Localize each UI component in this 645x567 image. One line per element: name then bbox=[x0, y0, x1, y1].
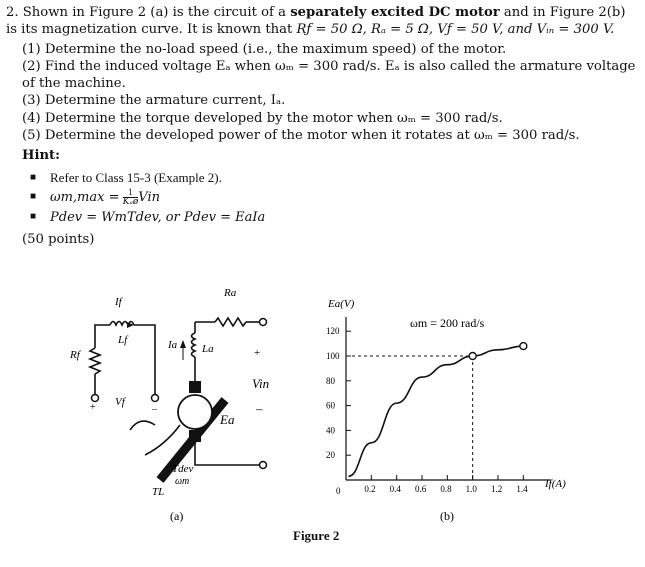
label-ra: Ra bbox=[224, 287, 237, 299]
x-tick-label: 0.6 bbox=[415, 484, 427, 494]
chart-xlabel: If(A) bbox=[545, 478, 566, 490]
chart-origin: 0 bbox=[336, 486, 341, 496]
y-tick-label: 40 bbox=[326, 425, 335, 436]
field-wire bbox=[95, 325, 110, 345]
armature-resistor bbox=[215, 318, 246, 326]
points-label: (50 points) bbox=[22, 232, 95, 248]
question-item: (4) Determine the torque developed by the motor when ωₘ = 300 rad/s. bbox=[22, 110, 503, 126]
label-tdev: Tdev bbox=[172, 463, 194, 475]
hint-title: Hint: bbox=[22, 148, 61, 164]
question-item: (5) Determine the developed power of the motor when it rotates at ωₘ = 300 rad/s. bbox=[22, 128, 580, 144]
data-point bbox=[469, 353, 476, 360]
x-tick-label: 1.0 bbox=[465, 484, 477, 494]
x-tick-label: 0.2 bbox=[364, 484, 376, 494]
problem-intro: 2. Shown in Figure 2 (a) is the circuit of a separately excited DC motor and in Figure 2(b) is its magnetization curve. It is known that Rƒ = 50 Ω, Rₐ = 5 Ω, Vƒ = 50 V, and Vᵢₙ = 300 V. bbox=[6, 5, 626, 38]
ia-arrow bbox=[180, 340, 186, 348]
vin-plus: + bbox=[254, 347, 261, 359]
label-ia: Ia bbox=[168, 339, 178, 351]
caption-a: (a) bbox=[170, 509, 184, 523]
figure-caption: Figure 2 bbox=[293, 528, 340, 543]
question-item: (1) Determine the no-load speed (i.e., the maximum speed) of the motor. bbox=[22, 41, 507, 57]
field-resistor bbox=[90, 348, 100, 374]
data-point bbox=[520, 343, 527, 350]
label-ea: Ea bbox=[220, 412, 235, 427]
motor-type: separately excited DC motor bbox=[290, 5, 500, 20]
fraction: $\frac{1}{\text{Kₐø}}$ bbox=[122, 187, 139, 208]
label-lf: Lf bbox=[118, 334, 128, 346]
question-item: (3) Determine the armature current, Iₐ. bbox=[22, 93, 286, 109]
vf-plus: + bbox=[90, 402, 96, 413]
y-tick-label: 60 bbox=[326, 400, 335, 411]
armature-terminal bbox=[260, 462, 267, 469]
question-item: (2) Find the induced voltage Eₐ when ωₘ = 300 rad/s. Eₐ is also called the armature voltage of the machine. bbox=[22, 58, 636, 92]
hint-item: ■ Pdev = WmTdev, or Pdev = EaIa bbox=[30, 210, 266, 226]
hint-list bbox=[6, 168, 638, 228]
hint-item: ■ ωm,max = $\frac{1}{\text{Kₐø}}$ Vin bbox=[30, 187, 160, 208]
armature-wire bbox=[195, 440, 260, 465]
problem-statement bbox=[6, 4, 638, 248]
field-wire bbox=[134, 325, 155, 395]
series-line bbox=[349, 346, 524, 476]
x-tick-label: 1.4 bbox=[516, 484, 528, 494]
label-la: La bbox=[202, 343, 214, 355]
label-tl: TL bbox=[152, 486, 165, 498]
y-tick-label: 120 bbox=[326, 326, 340, 337]
x-tick-label: 0.4 bbox=[389, 484, 401, 494]
chart-ylabel: Ea(V) bbox=[328, 298, 355, 310]
magnetization-chart bbox=[300, 290, 600, 530]
x-tick-label: 1.2 bbox=[491, 484, 503, 494]
x-tick-label: 0.8 bbox=[440, 484, 452, 494]
vf-minus: – bbox=[152, 404, 157, 415]
motor-armature bbox=[178, 395, 212, 429]
rotation-arrow bbox=[130, 421, 155, 430]
rotation-arrow bbox=[145, 425, 180, 455]
field-terminal bbox=[152, 395, 159, 402]
y-tick-label: 20 bbox=[326, 450, 335, 461]
chart-caption: (b) bbox=[440, 509, 454, 523]
label-vf: Vf bbox=[115, 396, 125, 408]
given-values: Rƒ = 50 Ω, Rₐ = 5 Ω, Vƒ = 50 V, and Vᵢₙ = 300 V. bbox=[296, 22, 615, 38]
label-vin: Vin bbox=[252, 376, 270, 391]
label-wm: ωm bbox=[175, 476, 190, 487]
question-list bbox=[6, 41, 638, 145]
brush-top bbox=[189, 381, 201, 393]
label-rf: Rf bbox=[70, 349, 80, 361]
chart-annotation: ωm = 200 rad/s bbox=[410, 316, 485, 330]
vin-minus: – bbox=[256, 401, 263, 416]
armature-terminal bbox=[260, 319, 267, 326]
y-tick-label: 80 bbox=[326, 375, 335, 386]
label-if: If bbox=[115, 296, 122, 308]
armature-inductor bbox=[192, 333, 196, 357]
y-tick-label: 100 bbox=[326, 351, 340, 361]
hint-item: ■ Refer to Class 15-3 (Example 2). bbox=[30, 169, 222, 185]
brush-bottom bbox=[189, 430, 201, 442]
field-terminal bbox=[92, 395, 99, 402]
